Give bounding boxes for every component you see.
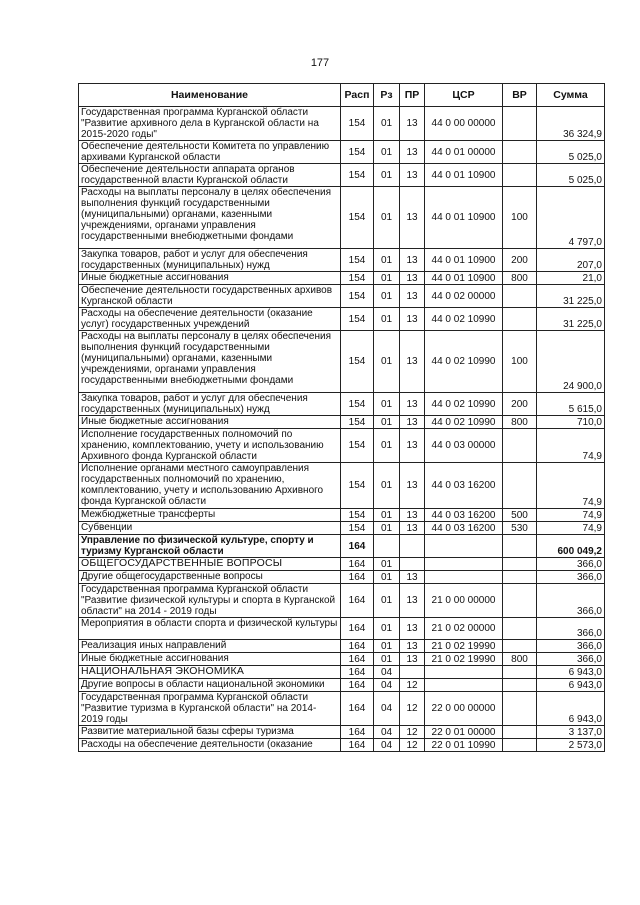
row-rz: 01	[374, 618, 400, 640]
row-sum: 366,0	[537, 584, 605, 618]
row-name: Другие вопросы в области национальной экономики	[79, 679, 341, 692]
row-csr: 44 0 01 10900	[425, 249, 503, 272]
row-pr: 13	[400, 522, 425, 535]
table-row	[79, 571, 605, 584]
table-row	[79, 535, 605, 558]
row-pr: 13	[400, 141, 425, 164]
row-rasp: 154	[341, 509, 374, 522]
budget-table	[78, 83, 605, 752]
row-name: Обеспечение деятельности государственных архивов Курганской области	[79, 285, 341, 308]
row-name: Развитие материальной базы сферы туризма	[79, 726, 341, 739]
row-sum: 366,0	[537, 640, 605, 653]
row-csr	[425, 535, 503, 558]
row-rz: 01	[374, 571, 400, 584]
row-sum: 31 225,0	[537, 308, 605, 331]
col-header-pr: ПР	[400, 84, 425, 107]
row-vr	[503, 640, 537, 653]
row-rasp: 154	[341, 331, 374, 393]
table-header-row	[79, 84, 605, 107]
row-rz: 04	[374, 692, 400, 726]
row-pr: 13	[400, 308, 425, 331]
col-header-sum: Сумма	[537, 84, 605, 107]
row-csr: 44 0 02 10990	[425, 416, 503, 429]
row-rasp: 154	[341, 272, 374, 285]
row-sum: 6 943,0	[537, 666, 605, 679]
row-name: Исполнение государственных полномочий по хранению, комплектованию, учету и использованию Архивного фонда Курганской области	[79, 429, 341, 463]
table-row	[79, 463, 605, 509]
table-row	[79, 308, 605, 331]
col-header-vr: ВР	[503, 84, 537, 107]
col-header-name: Наименование	[79, 84, 341, 107]
row-name: Мероприятия в области спорта и физической культуры	[79, 618, 341, 640]
row-rasp: 164	[341, 726, 374, 739]
table-row	[79, 558, 605, 571]
row-pr: 13	[400, 187, 425, 249]
row-name: Управление по физической культуре, спорту и туризму Курганской области	[79, 535, 341, 558]
row-csr: 44 0 01 10900	[425, 272, 503, 285]
row-pr: 13	[400, 571, 425, 584]
row-name: Межбюджетные трансферты	[79, 509, 341, 522]
row-rz: 01	[374, 522, 400, 535]
row-name: Обеспечение деятельности Комитета по управлению архивами Курганской области	[79, 141, 341, 164]
table-row	[79, 692, 605, 726]
row-sum: 36 324,9	[537, 107, 605, 141]
row-name: Другие общегосударственные вопросы	[79, 571, 341, 584]
row-name: НАЦИОНАЛЬНАЯ ЭКОНОМИКА	[79, 666, 341, 679]
row-rz: 04	[374, 666, 400, 679]
row-sum: 366,0	[537, 653, 605, 666]
row-vr	[503, 558, 537, 571]
row-rz: 01	[374, 107, 400, 141]
row-rasp: 164	[341, 679, 374, 692]
page-number: 177	[310, 57, 330, 69]
row-sum: 74,9	[537, 522, 605, 535]
row-name: ОБЩЕГОСУДАРСТВЕННЫЕ ВОПРОСЫ	[79, 558, 341, 571]
row-csr: 44 0 03 16200	[425, 463, 503, 509]
row-vr: 800	[503, 653, 537, 666]
row-rasp: 164	[341, 692, 374, 726]
row-sum: 24 900,0	[537, 331, 605, 393]
table-row	[79, 640, 605, 653]
row-sum: 2 573,0	[537, 739, 605, 752]
row-sum: 366,0	[537, 618, 605, 640]
row-name: Исполнение органами местного самоуправления государственных полномочий по хранению, комплектованию, учету и использованию Архивного фонда Курганской области	[79, 463, 341, 509]
table-row	[79, 272, 605, 285]
row-csr: 44 0 03 16200	[425, 509, 503, 522]
row-vr	[503, 692, 537, 726]
row-name: Закупка товаров, работ и услуг для обеспечения государственных (муниципальных) нужд	[79, 393, 341, 416]
row-rz: 01	[374, 164, 400, 187]
row-sum: 5 025,0	[537, 164, 605, 187]
row-vr	[503, 285, 537, 308]
row-vr	[503, 107, 537, 141]
row-vr	[503, 463, 537, 509]
row-vr	[503, 308, 537, 331]
row-sum: 6 943,0	[537, 692, 605, 726]
row-pr: 13	[400, 393, 425, 416]
row-vr: 800	[503, 416, 537, 429]
row-csr: 44 0 01 10900	[425, 164, 503, 187]
row-pr: 13	[400, 429, 425, 463]
row-vr	[503, 618, 537, 640]
row-pr	[400, 558, 425, 571]
row-sum: 5 615,0	[537, 393, 605, 416]
row-sum: 366,0	[537, 558, 605, 571]
row-vr	[503, 739, 537, 752]
row-sum: 366,0	[537, 571, 605, 584]
table-row	[79, 393, 605, 416]
row-vr: 100	[503, 187, 537, 249]
row-rz: 01	[374, 393, 400, 416]
table-row	[79, 679, 605, 692]
table-row	[79, 141, 605, 164]
row-pr: 13	[400, 618, 425, 640]
row-rasp: 154	[341, 164, 374, 187]
row-vr	[503, 535, 537, 558]
row-rasp: 154	[341, 429, 374, 463]
table-row	[79, 584, 605, 618]
row-pr	[400, 535, 425, 558]
row-rz: 01	[374, 584, 400, 618]
row-pr: 13	[400, 331, 425, 393]
row-rz: 01	[374, 272, 400, 285]
row-sum: 74,9	[537, 509, 605, 522]
row-rz: 01	[374, 640, 400, 653]
row-pr: 13	[400, 272, 425, 285]
row-csr: 22 0 00 00000	[425, 692, 503, 726]
row-pr: 13	[400, 416, 425, 429]
row-rasp: 164	[341, 618, 374, 640]
table-row	[79, 187, 605, 249]
row-csr: 21 0 02 19990	[425, 640, 503, 653]
row-pr: 12	[400, 679, 425, 692]
row-rz: 01	[374, 653, 400, 666]
row-name: Расходы на обеспечение деятельности (оказание услуг) государственных учреждений	[79, 308, 341, 331]
row-csr	[425, 666, 503, 679]
row-name: Государственная программа Курганской области "Развитие туризма в Курганской области" на 2014-2019 годы	[79, 692, 341, 726]
table-body	[79, 107, 605, 752]
row-rasp: 154	[341, 308, 374, 331]
row-sum: 600 049,2	[537, 535, 605, 558]
row-vr	[503, 679, 537, 692]
row-rasp: 164	[341, 653, 374, 666]
row-vr	[503, 666, 537, 679]
row-name: Иные бюджетные ассигнования	[79, 272, 341, 285]
row-name: Расходы на выплаты персоналу в целях обеспечения выполнения функций государственными (муниципальными) органами, казенными учреждениями, органами управления государственными внебюджетными фондами	[79, 331, 341, 393]
table-row	[79, 653, 605, 666]
table-row	[79, 522, 605, 535]
row-csr: 21 0 02 00000	[425, 618, 503, 640]
row-rasp: 164	[341, 558, 374, 571]
table-row	[79, 739, 605, 752]
row-pr: 13	[400, 285, 425, 308]
row-rasp: 164	[341, 535, 374, 558]
col-header-rasp: Расп	[341, 84, 374, 107]
row-sum: 6 943,0	[537, 679, 605, 692]
row-csr: 44 0 02 00000	[425, 285, 503, 308]
row-pr	[400, 666, 425, 679]
row-sum: 207,0	[537, 249, 605, 272]
table-row	[79, 618, 605, 640]
row-pr: 13	[400, 107, 425, 141]
row-rz: 01	[374, 509, 400, 522]
row-vr	[503, 429, 537, 463]
row-name: Государственная программа Курганской области "Развитие физической культуры и спорта в Курганской области" на 2014 - 2019 годы	[79, 584, 341, 618]
row-vr: 530	[503, 522, 537, 535]
row-rasp: 164	[341, 640, 374, 653]
row-sum: 5 025,0	[537, 141, 605, 164]
row-vr	[503, 571, 537, 584]
row-rasp: 154	[341, 463, 374, 509]
table-row	[79, 429, 605, 463]
table-row	[79, 331, 605, 393]
row-rz: 01	[374, 331, 400, 393]
row-pr: 12	[400, 739, 425, 752]
row-rz: 01	[374, 285, 400, 308]
row-vr: 100	[503, 331, 537, 393]
row-pr: 13	[400, 463, 425, 509]
row-pr: 13	[400, 584, 425, 618]
table-row	[79, 509, 605, 522]
row-rz: 04	[374, 679, 400, 692]
table-row	[79, 285, 605, 308]
row-name: Субвенции	[79, 522, 341, 535]
row-rasp: 154	[341, 285, 374, 308]
row-rasp: 164	[341, 571, 374, 584]
row-rasp: 154	[341, 249, 374, 272]
row-pr: 13	[400, 653, 425, 666]
row-pr: 13	[400, 509, 425, 522]
row-csr: 44 0 01 10900	[425, 187, 503, 249]
col-header-csr: ЦСР	[425, 84, 503, 107]
row-sum: 3 137,0	[537, 726, 605, 739]
row-csr: 22 0 01 00000	[425, 726, 503, 739]
row-vr: 800	[503, 272, 537, 285]
row-rasp: 154	[341, 187, 374, 249]
table-row	[79, 666, 605, 679]
row-sum: 710,0	[537, 416, 605, 429]
row-sum: 74,9	[537, 463, 605, 509]
table-row	[79, 726, 605, 739]
col-header-rz: Рз	[374, 84, 400, 107]
table-row	[79, 249, 605, 272]
row-csr: 44 0 02 10990	[425, 393, 503, 416]
row-pr: 13	[400, 249, 425, 272]
row-csr: 44 0 03 00000	[425, 429, 503, 463]
row-vr	[503, 726, 537, 739]
table-row	[79, 416, 605, 429]
row-name: Иные бюджетные ассигнования	[79, 416, 341, 429]
row-csr	[425, 558, 503, 571]
row-csr: 44 0 00 00000	[425, 107, 503, 141]
row-vr	[503, 584, 537, 618]
row-csr: 21 0 02 19990	[425, 653, 503, 666]
row-csr	[425, 679, 503, 692]
row-pr: 13	[400, 640, 425, 653]
row-vr: 200	[503, 393, 537, 416]
row-rz: 01	[374, 429, 400, 463]
row-rz: 01	[374, 308, 400, 331]
row-csr: 44 0 01 00000	[425, 141, 503, 164]
row-rz: 04	[374, 726, 400, 739]
row-name: Государственная программа Курганской области "Развитие архивного дела в Курганской области на 2015-2020 годы"	[79, 107, 341, 141]
row-pr: 12	[400, 726, 425, 739]
row-vr: 200	[503, 249, 537, 272]
row-sum: 21,0	[537, 272, 605, 285]
row-rz	[374, 535, 400, 558]
row-name: Обеспечение деятельности аппарата органов государственной власти Курганской области	[79, 164, 341, 187]
row-sum: 31 225,0	[537, 285, 605, 308]
row-csr: 44 0 02 10990	[425, 308, 503, 331]
row-sum: 4 797,0	[537, 187, 605, 249]
row-rz: 01	[374, 416, 400, 429]
row-vr	[503, 141, 537, 164]
row-pr: 13	[400, 164, 425, 187]
row-csr	[425, 571, 503, 584]
row-rasp: 154	[341, 107, 374, 141]
row-sum: 74,9	[537, 429, 605, 463]
row-name: Закупка товаров, работ и услуг для обеспечения государственных (муниципальных) нужд	[79, 249, 341, 272]
row-rasp: 154	[341, 416, 374, 429]
row-rasp: 154	[341, 522, 374, 535]
table-row	[79, 164, 605, 187]
row-rasp: 164	[341, 739, 374, 752]
row-rz: 01	[374, 187, 400, 249]
row-csr: 44 0 02 10990	[425, 331, 503, 393]
row-pr: 12	[400, 692, 425, 726]
row-vr	[503, 164, 537, 187]
row-rz: 04	[374, 739, 400, 752]
row-rasp: 154	[341, 393, 374, 416]
table-row	[79, 107, 605, 141]
row-csr: 21 0 00 00000	[425, 584, 503, 618]
row-rz: 01	[374, 249, 400, 272]
row-name: Иные бюджетные ассигнования	[79, 653, 341, 666]
row-rz: 01	[374, 558, 400, 571]
row-rz: 01	[374, 463, 400, 509]
row-rasp: 164	[341, 584, 374, 618]
row-vr: 500	[503, 509, 537, 522]
row-name: Реализация иных направлений	[79, 640, 341, 653]
row-csr: 44 0 03 16200	[425, 522, 503, 535]
row-rz: 01	[374, 141, 400, 164]
row-rasp: 164	[341, 666, 374, 679]
row-csr: 22 0 01 10990	[425, 739, 503, 752]
row-rasp: 154	[341, 141, 374, 164]
row-name: Расходы на обеспечение деятельности (оказание	[79, 739, 341, 752]
row-name: Расходы на выплаты персоналу в целях обеспечения выполнения функций государственными (муниципальными) органами, казенными учреждениями, органами управления государственными внебюджетными фондами	[79, 187, 341, 249]
